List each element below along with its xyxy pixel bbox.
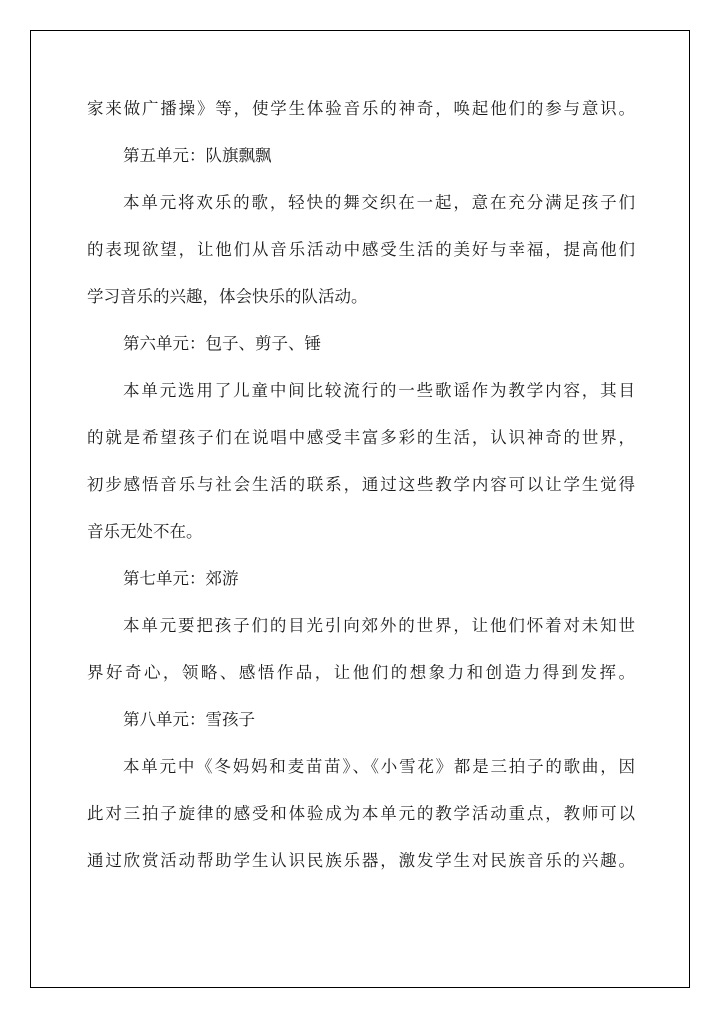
text-line: 的就是希望孩子们在说唱中感受丰富多彩的生活，认识神奇的世界， xyxy=(87,428,635,447)
text-line: 界好奇心，领略、感悟作品，让他们的想象力和创造力得到发挥。 xyxy=(87,663,635,682)
text-line: 学习音乐的兴趣，体会快乐的队活动。 xyxy=(87,287,368,306)
section-heading-unit-5: 第五单元：队旗飘飘 xyxy=(123,146,272,165)
text-line: 的表现欲望，让他们从音乐活动中感受生活的美好与幸福，提高他们 xyxy=(87,240,635,259)
section-heading-unit-7: 第七单元：郊游 xyxy=(123,569,239,588)
section-heading-unit-8: 第八单元：雪孩子 xyxy=(123,710,255,729)
text-line: 通过欣赏活动帮助学生认识民族乐器，激发学生对民族音乐的兴趣。 xyxy=(87,851,635,870)
text-line: 本单元选用了儿童中间比较流行的一些歌谣作为教学内容，其目 xyxy=(123,381,635,400)
text-line: 本单元中《冬妈妈和麦苗苗》、《小雪花》都是三拍子的歌曲，因 xyxy=(123,757,635,776)
section-heading-unit-6: 第六单元：包子、剪子、锤 xyxy=(123,334,321,353)
document-body xyxy=(87,92,635,891)
text-line: 本单元要把孩子们的目光引向郊外的世界，让他们怀着对未知世 xyxy=(123,616,635,635)
text-line: 初步感悟音乐与社会生活的联系，通过这些教学内容可以让学生觉得 xyxy=(87,475,635,494)
text-line: 家来做广播操》等，使学生体验音乐的神奇，唤起他们的参与意识。 xyxy=(87,99,635,118)
text-line: 此对三拍子旋律的感受和体验成为本单元的教学活动重点，教师可以 xyxy=(87,804,635,823)
text-line: 本单元将欢乐的歌，轻快的舞交织在一起，意在充分满足孩子们 xyxy=(123,193,635,212)
text-line: 音乐无处不在。 xyxy=(87,522,203,541)
